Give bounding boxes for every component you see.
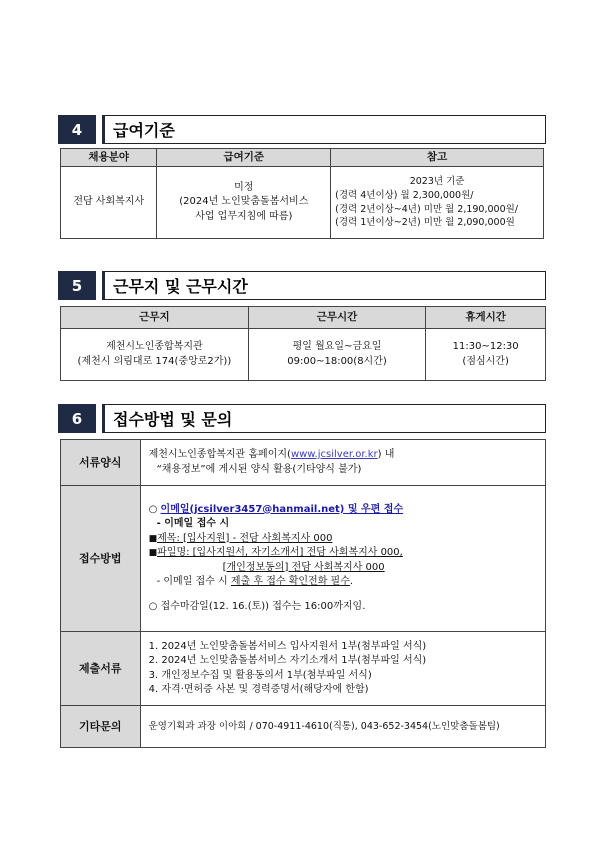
- list-item: 3. 개인정보수집 및 활용동의서 1부(첨부파일 서식): [148, 669, 372, 681]
- section-title: 급여기준: [102, 115, 546, 144]
- break-cell: 11:30~12:30 (점심시간): [426, 329, 546, 381]
- submit-docs-cell: [140, 632, 545, 706]
- reference-cell: 2023년 기준 (경력 4년이상) 월 2,300,000원/ (경력 2년이상~4년) 미만 월 2,190,000원/ (경력 1년이상~2년) 미만 월 2,090,000원: [331, 167, 544, 239]
- workplace-table: [60, 306, 546, 381]
- section-title: 근무지 및 근무시간: [102, 271, 546, 300]
- section-4-header: [58, 115, 546, 144]
- list-item: 2. 2024년 노인맞춤돌봄서비스 자기소개서 1부(첨부파일 서식): [148, 655, 427, 666]
- homepage-link[interactable]: www.jcsilver.or.kr: [290, 449, 378, 460]
- salary-cell: 미정 (2024년 노인맞춤돌봄서비스 사업 업무지침에 따름): [157, 167, 331, 239]
- submit-docs-label: 제출서류: [61, 632, 141, 706]
- section-title: 접수방법 및 문의: [102, 404, 546, 433]
- col-header-reference: 참고: [331, 149, 544, 167]
- list-item: 1. 2024년 노인맞춤돌봄서비스 입사지원서 1부(첨부파일 서식): [148, 640, 427, 652]
- hours-cell: 평일 월요일~금요일 09:00~18:00(8시간): [248, 329, 426, 381]
- field-cell: 전담 사회복지사: [61, 167, 157, 239]
- application-table: [60, 439, 546, 748]
- section-number: 5: [58, 271, 96, 300]
- col-header-place: 근무지: [61, 307, 249, 329]
- col-header-salary: 급여기준: [157, 149, 331, 167]
- contact-label: 기타문의: [61, 706, 141, 748]
- section-5-header: [58, 271, 546, 300]
- col-header-hours: 근무시간: [248, 307, 426, 329]
- email-link[interactable]: 이메일(jcsilver3457@hanmail.net) 및 우편 접수: [160, 503, 404, 515]
- salary-table: [60, 148, 544, 239]
- section-6-header: [58, 404, 546, 433]
- place-cell: 제천시노인종합복지관 (제천시 의림대로 174(중앙로2가)): [61, 329, 249, 381]
- docs-form-label: 서류양식: [61, 440, 141, 486]
- section-number: 6: [58, 404, 96, 433]
- list-item: 4. 자격·면허증 사본 및 경력증명서(해당자에 한함): [148, 684, 369, 695]
- contact-cell: 운영기획과 과장 이아희 / 070-4911-4610(직통), 043-652-3454(노인맞춤돌봄팀): [140, 706, 545, 748]
- section-number: 4: [58, 115, 96, 144]
- method-label: 접수방법: [61, 486, 141, 632]
- col-header-break: 휴게시간: [426, 307, 546, 329]
- col-header-field: 채용분야: [61, 149, 157, 167]
- docs-form-cell: 제천시노인종합복지관 홈페이지(www.jcsilver.or.kr) 내 “채용정보”에 게시된 양식 활용(기타양식 불가): [140, 440, 545, 486]
- method-cell: ○ 이메일(jcsilver3457@hanmail.net) 및 우편 접수 - 이메일 접수 시 ■제목: [입사지원] - 전담 사회복지사 000 ■파일명: [입사지원서, 자기소개서] 전담 사회복지사 000, [개인정보동의] 전담 사회복지사 000 - 이메일 접수 시 제출 후 접수 확인전화 필수. ○ 접수마감일(12. 16.(토)) 접수는 16:00까지임.: [140, 486, 545, 632]
